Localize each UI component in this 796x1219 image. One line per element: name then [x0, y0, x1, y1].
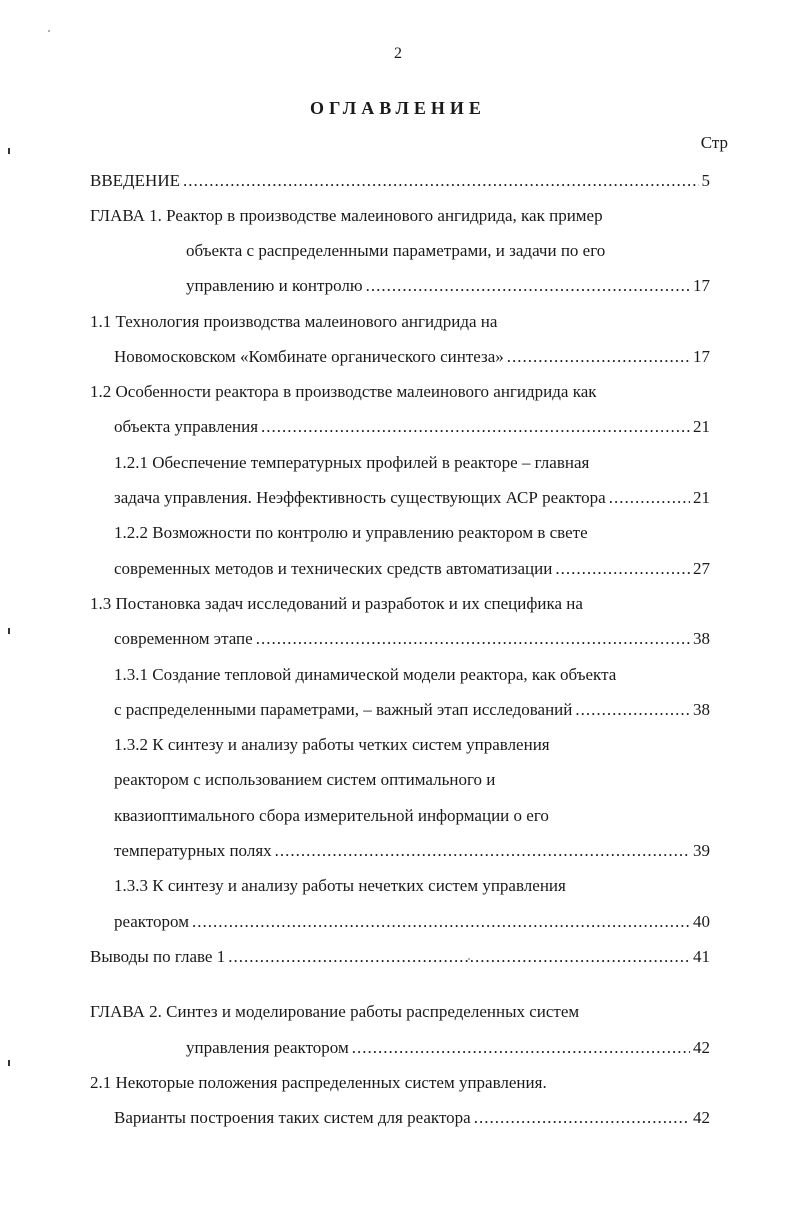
toc-title: ОГЛАВЛЕНИЕ — [310, 98, 486, 118]
toc-entry-text: задача управления. Неэффективность существующих АСР реактора — [114, 488, 606, 507]
toc-leader-dots — [575, 698, 690, 722]
toc-entry-chapter-1-conclusions — [90, 945, 710, 969]
toc-entry-text: ВВЕДЕНИЕ — [90, 171, 180, 190]
toc-entry-1-2 — [90, 380, 597, 404]
scan-mark — [8, 1060, 10, 1066]
toc-entry-text: современных методов и технических средств автоматизации — [114, 559, 553, 578]
toc-entry-text: 1.1 Технология производства малеинового ангидрида на — [90, 312, 498, 331]
toc-entry-text: объекта управления — [114, 417, 259, 436]
toc-entry-page: 5 — [701, 171, 710, 190]
toc-entry-page: 21 — [693, 488, 710, 507]
toc-entry-page: 17 — [693, 276, 710, 295]
toc-entry-text: управлению и контролю — [186, 276, 363, 295]
toc-leader-dots — [256, 627, 690, 651]
toc-entry-page: 21 — [693, 417, 710, 436]
scan-mark — [8, 628, 10, 634]
toc-entry-text: температурных полях — [114, 841, 272, 860]
toc-entry-chapter-1-end — [186, 274, 710, 298]
toc-entry-text: 1.3.3 К синтезу и анализу работы нечетких систем управления — [114, 876, 566, 895]
toc-entry-page: 38 — [693, 700, 710, 719]
toc-entry-1-2-2-end — [114, 557, 710, 581]
scan-speck — [468, 958, 470, 960]
toc-entry-1-1 — [90, 310, 497, 334]
toc-entry-text: Выводы по главе 1 — [90, 947, 226, 966]
toc-entry-text: 1.3.1 Создание тепловой динамической модели реактора, как объекта — [114, 665, 617, 684]
toc-entry-introduction — [90, 169, 710, 193]
toc-entry-chapter-2-end — [186, 1036, 710, 1060]
toc-entry-text: 1.3 Постановка задач исследований и разработок и их специфика на — [90, 594, 583, 613]
toc-leader-dots — [507, 345, 690, 369]
toc-entry-text: реактором с использованием систем оптимального и — [114, 770, 496, 789]
toc-entry-text: Варианты построения таких систем для реактора — [114, 1108, 471, 1127]
toc-entry-page: 41 — [693, 947, 710, 966]
toc-leader-dots — [352, 1036, 690, 1060]
toc-entry-text: реактором — [114, 912, 189, 931]
page-column-label: Стр — [700, 133, 728, 152]
toc-entry-page: 38 — [693, 629, 710, 648]
toc-entry-1-3-3 — [114, 874, 566, 898]
toc-leader-dots — [192, 910, 690, 934]
toc-entry-1-3-1-end — [114, 698, 710, 722]
toc-leader-dots — [555, 557, 690, 581]
toc-entry-chapter-2 — [90, 1000, 579, 1024]
toc-entry-1-1-end — [114, 345, 710, 369]
toc-entry-page: 27 — [693, 559, 710, 578]
toc-entry-text: управления реактором — [186, 1038, 349, 1057]
toc-entry-1-2-end — [114, 415, 710, 439]
toc-entry-1-3-2-cont2 — [114, 804, 549, 828]
toc-leader-dots — [275, 839, 690, 863]
toc-entry-2-1 — [90, 1071, 547, 1095]
toc-entry-1-3 — [90, 592, 583, 616]
toc-entry-page: 42 — [693, 1108, 710, 1127]
toc-entry-page: 17 — [693, 347, 710, 366]
toc-leader-dots — [228, 945, 690, 969]
toc-entry-1-3-3-end — [114, 910, 710, 934]
toc-entry-chapter-1-cont — [186, 239, 605, 263]
toc-entry-1-2-1 — [114, 451, 589, 475]
toc-entry-page: 42 — [693, 1038, 710, 1057]
toc-entry-1-3-2-cont1 — [114, 768, 495, 792]
toc-leader-dots — [261, 415, 690, 439]
toc-entry-page: 39 — [693, 841, 710, 860]
toc-leader-dots — [366, 274, 690, 298]
toc-entry-text: ГЛАВА 1. Реактор в производстве малеинового ангидрида, как пример — [90, 206, 603, 225]
toc-entry-1-3-1 — [114, 663, 616, 687]
toc-entry-text: 1.2.2 Возможности по контролю и управлению реактором в свете — [114, 523, 588, 542]
toc-entry-text: объекта с распределенными параметрами, и задачи по его — [186, 241, 606, 260]
toc-entry-1-3-end — [114, 627, 710, 651]
toc-entry-1-2-2 — [114, 521, 588, 545]
toc-entry-text: квазиоптимального сбора измерительной информации о его — [114, 806, 549, 825]
toc-leader-dots — [183, 169, 699, 193]
toc-entry-text: 2.1 Некоторые положения распределенных систем управления. — [90, 1073, 547, 1092]
toc-entry-text: 1.2.1 Обеспечение температурных профилей в реакторе – главная — [114, 453, 590, 472]
toc-entry-text: 1.3.2 К синтезу и анализу работы четких систем управления — [114, 735, 550, 754]
page-number: 2 — [394, 45, 402, 62]
toc-entry-text: Новомосковском «Комбинате органического синтеза» — [114, 347, 504, 366]
toc-entry-text: ГЛАВА 2. Синтез и моделирование работы распределенных систем — [90, 1002, 580, 1021]
toc-entry-text: с распределенными параметрами, – важный этап исследований — [114, 700, 573, 719]
scan-mark — [8, 148, 10, 154]
toc-entry-1-3-2-end — [114, 839, 710, 863]
toc-entry-1-3-2 — [114, 733, 550, 757]
scan-speck — [48, 30, 50, 32]
toc-entry-text: 1.2 Особенности реактора в производстве малеинового ангидрида как — [90, 382, 597, 401]
toc-entry-1-2-1-end — [114, 486, 710, 510]
toc-entry-text: современном этапе — [114, 629, 253, 648]
toc-entry-chapter-1 — [90, 204, 603, 228]
toc-entry-page: 40 — [693, 912, 710, 931]
toc-leader-dots — [474, 1106, 690, 1130]
toc-entry-2-1-end — [114, 1106, 710, 1130]
toc-leader-dots — [609, 486, 690, 510]
